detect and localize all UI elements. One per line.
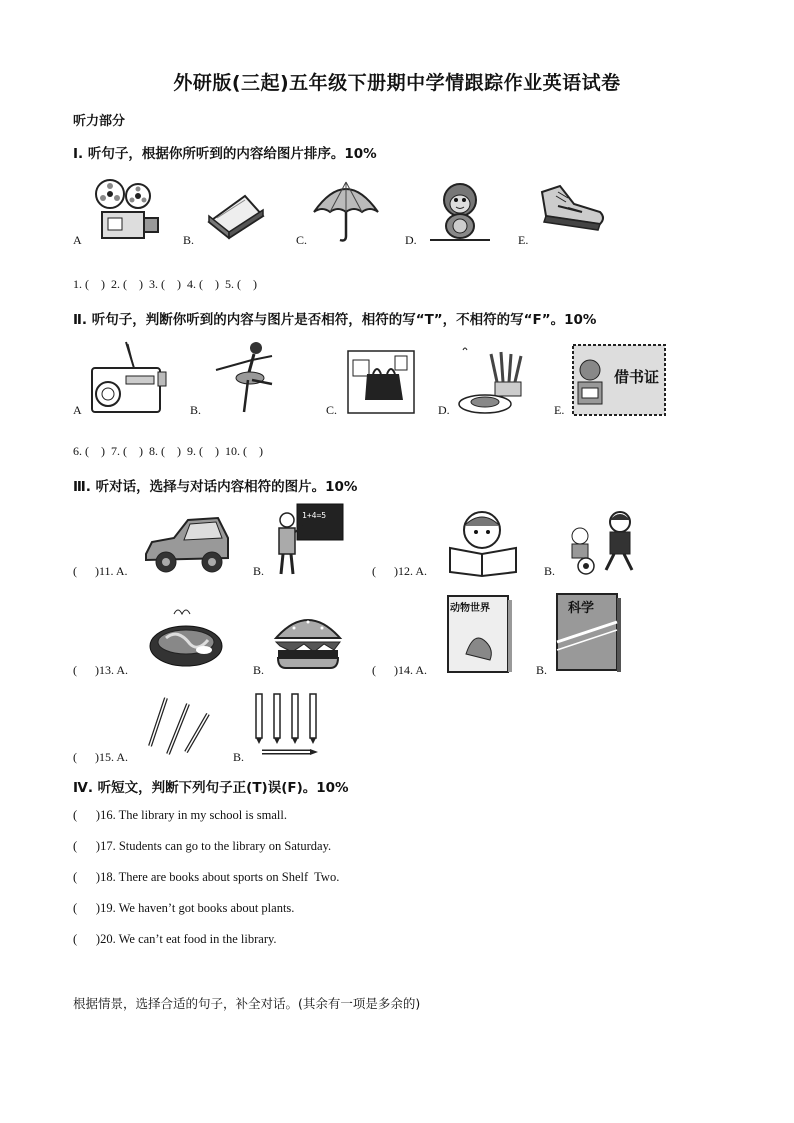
question-11: ( )11. A. bbox=[73, 564, 128, 578]
playing-football-icon bbox=[566, 510, 646, 576]
option-b-label: B. bbox=[253, 663, 265, 677]
car-icon bbox=[144, 514, 230, 576]
option-label: E. bbox=[554, 403, 565, 417]
bags-icon bbox=[347, 350, 415, 414]
statement-18: ( )18. There are books about sports on Shelf Two. bbox=[73, 870, 340, 884]
option-label: C. bbox=[326, 403, 338, 417]
page-title: 外研版(三起)五年级下册期中学情跟踪作业英语试卷 bbox=[173, 72, 621, 94]
statement-20: ( )20. We can’t eat food in the library. bbox=[73, 932, 277, 946]
film-projector-icon bbox=[92, 178, 162, 244]
option-label: D. bbox=[405, 233, 417, 247]
chips-and-fish-icon bbox=[455, 346, 535, 416]
answer-blanks-6-10: 6. ( ) 7. ( ) 8. ( ) 9. ( ) 10. ( ) bbox=[73, 444, 263, 458]
option-label: C. bbox=[296, 233, 308, 247]
statement-16: ( )16. The library in my school is small. bbox=[73, 808, 287, 822]
sandwich-icon bbox=[205, 192, 265, 240]
answer-blanks-1-5: 1. ( ) 2. ( ) 3. ( ) 4. ( ) 5. ( ) bbox=[73, 277, 257, 291]
library-card-text: 借书证 bbox=[614, 368, 660, 386]
umbrella-icon bbox=[312, 178, 380, 244]
three-pens-icon bbox=[146, 694, 212, 758]
option-label: D. bbox=[438, 403, 450, 417]
question-13: ( )13. A. bbox=[73, 663, 128, 677]
option-b-label: B. bbox=[253, 564, 265, 578]
dialogue-instruction: 根据情景，选择合适的句子，补全对话。(其余有一项是多余的) bbox=[73, 996, 421, 1011]
option-label: B. bbox=[190, 403, 202, 417]
listening-heading: 听力部分 bbox=[73, 114, 126, 129]
radio-icon bbox=[90, 340, 170, 414]
pencils-icon bbox=[252, 690, 322, 760]
sneaker-icon bbox=[538, 182, 608, 238]
question-12: ( )12. A. bbox=[372, 564, 427, 578]
section-3-heading: Ⅲ. 听对话，选择与对话内容相符的图片。10% bbox=[73, 479, 358, 495]
section-1-heading: Ⅰ. 听句子，根据你所听到的内容给图片排序。10% bbox=[73, 146, 377, 162]
option-label: E. bbox=[518, 233, 529, 247]
boy-reading-icon bbox=[444, 508, 522, 576]
book-title-science: 科学 bbox=[568, 601, 595, 616]
option-label: B. bbox=[183, 233, 195, 247]
question-15: ( )15. A. bbox=[73, 750, 128, 764]
blackboard-text: 1+4=5 bbox=[302, 511, 327, 520]
option-b-label: B. bbox=[536, 663, 548, 677]
option-b-label: B. bbox=[233, 750, 245, 764]
statement-17: ( )17. Students can go to the library on Saturday. bbox=[73, 839, 332, 853]
book-title-animal-world: 动物世界 bbox=[450, 603, 490, 614]
monkey-icon bbox=[428, 180, 492, 244]
ballet-dancer-icon bbox=[210, 340, 280, 416]
section-2-heading: Ⅱ. 听句子，判断你听到的内容与图片是否相符，相符的写“T”，不相符的写“F”。10% bbox=[73, 312, 597, 328]
option-b-label: B. bbox=[544, 564, 556, 578]
hamburger-icon bbox=[274, 612, 342, 670]
noodles-bowl-icon bbox=[146, 604, 224, 670]
option-label: A bbox=[73, 403, 82, 417]
option-label: A bbox=[73, 233, 82, 247]
statement-19: ( )19. We haven’t got books about plants. bbox=[73, 901, 295, 915]
question-14: ( )14. A. bbox=[372, 663, 427, 677]
section-4-heading: Ⅳ. 听短文，判断下列句子正(T)误(F)。10% bbox=[73, 780, 349, 796]
